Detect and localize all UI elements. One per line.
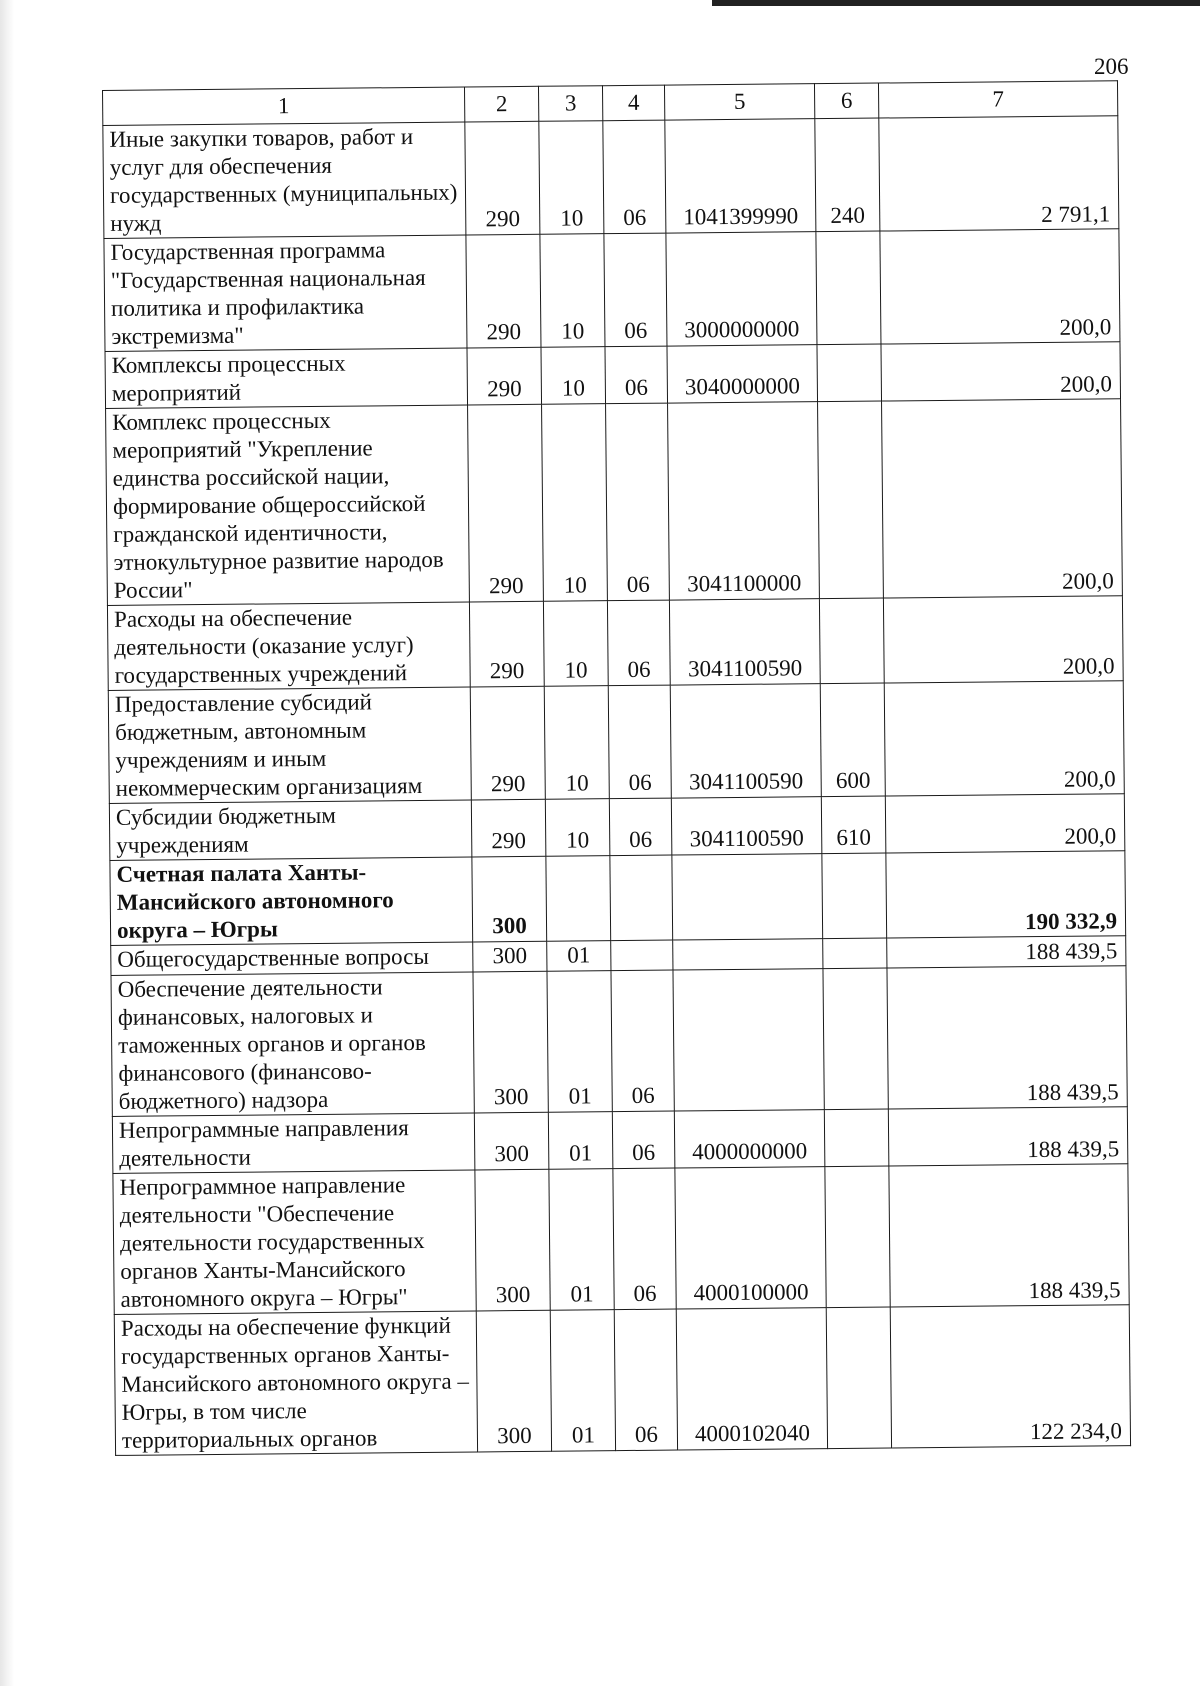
code-cell: 290 [465,121,540,235]
amount-cell: 200,0 [881,342,1121,401]
expense-type-cell [817,344,882,402]
amount-cell: 188 439,5 [887,936,1126,968]
column-header: 4 [602,85,664,121]
table-row [103,116,1119,239]
subsection-cell: 06 [612,1111,675,1169]
subsection-cell [611,940,673,971]
target-article-cell [673,939,823,970]
code-cell: 290 [470,686,545,800]
subsection-cell: 06 [606,403,670,601]
budget-table [102,80,1131,1456]
table-row [108,681,1124,804]
expense-type-cell [823,968,888,1110]
subsection-cell [610,855,673,941]
target-article-cell: 3041100590 [670,684,821,798]
subsection-cell: 06 [613,1168,676,1310]
target-article-cell [672,854,823,940]
row-name-cell: Комплекс процессных мероприятий "Укрепление единства российской нации, формирование общероссийской гражданской идентичности, этнокультурное развитие народов России" [106,405,470,605]
code-cell: 290 [468,404,544,602]
subsection-cell: 06 [604,233,667,347]
subsection-cell: 06 [611,970,674,1112]
target-article-cell: 4000102040 [676,1308,827,1450]
code-cell: 290 [469,601,544,687]
page-number: 206 [1094,54,1129,79]
row-name-cell: Расходы на обеспечение функций государственных органов Ханты-Мансийского автономного округа – Югры, в том числе территориальных органов [114,1311,477,1455]
table-row [106,399,1123,606]
code-cell: 300 [476,1310,551,1452]
row-name-cell: Субсидии бюджетным учреждениям [109,800,472,860]
expense-type-cell: 240 [815,118,880,232]
section-cell: 10 [543,601,608,687]
table-row [114,1305,1130,1456]
table-row [105,342,1121,409]
section-cell: 10 [545,799,610,857]
expense-type-cell [816,231,881,345]
target-article-cell: 3040000000 [667,345,818,403]
section-cell: 01 [548,1112,613,1170]
row-name-cell: Обеспечение деятельности финансовых, налоговых и таможенных органов и органов финансового (финансово-бюджетного) надзора [111,972,474,1116]
section-cell: 10 [544,686,609,800]
row-name-cell: Общегосударственные вопросы [111,942,473,975]
top-rule-line [712,0,1200,6]
expense-type-cell: 610 [821,796,886,854]
code-cell: 290 [467,347,542,405]
subsection-cell: 06 [603,120,666,234]
target-article-cell: 1041399990 [665,119,816,233]
amount-cell: 200,0 [883,596,1123,683]
scan-edge-shadow [0,0,14,1686]
target-article-cell: 3041100590 [669,599,820,685]
amount-cell: 188 439,5 [888,1107,1128,1166]
code-cell: 300 [472,856,547,942]
table-row [113,1164,1129,1315]
table-row [110,851,1126,946]
section-cell: 01 [547,971,612,1113]
column-header: 3 [538,86,602,122]
column-header: 5 [664,84,814,120]
budget-table-body [103,81,1131,1456]
code-cell: 300 [474,1112,549,1170]
code-cell: 290 [466,234,541,348]
section-cell: 01 [547,941,611,972]
column-header: 1 [103,87,465,125]
expense-type-cell [826,1307,891,1449]
column-header: 2 [464,86,538,122]
subsection-cell: 06 [609,798,672,856]
row-name-cell: Иные закупки товаров, работ и услуг для обеспечения государственных (муниципальных) нужд [103,122,466,238]
amount-cell: 122 234,0 [890,1305,1130,1448]
expense-type-cell [823,938,887,969]
row-name-cell: Комплексы процессных мероприятий [105,348,468,408]
expense-type-cell [825,1166,890,1308]
section-cell [546,856,611,942]
expense-type-cell: 600 [820,683,885,797]
section-cell: 10 [540,234,605,348]
subsection-cell: 06 [605,346,668,404]
subsection-cell: 06 [614,1309,677,1451]
column-header: 7 [878,81,1117,118]
expense-type-cell [818,401,884,599]
row-name-cell: Предоставление субсидий бюджетным, автономным учреждениям и иным некоммерческим организациям [108,687,471,803]
row-name-cell: Расходы на обеспечение деятельности (оказание услуг) государственных учреждений [107,602,470,690]
table-row [111,966,1127,1117]
amount-cell: 2 791,1 [879,116,1119,231]
row-name-cell: Государственная программа "Государственная национальная политика и профилактика экстремизма" [104,235,467,351]
amount-cell: 200,0 [885,794,1125,853]
code-cell: 300 [475,1169,550,1311]
section-cell: 10 [542,404,608,602]
amount-cell: 200,0 [884,681,1124,796]
amount-cell: 188 439,5 [889,1164,1129,1307]
expense-type-cell [822,853,887,939]
section-cell: 10 [539,121,604,235]
subsection-cell: 06 [607,600,670,686]
table-row [107,596,1123,691]
row-name-cell: Счетная палата Ханты-Мансийского автономного округа – Югры [110,857,473,945]
section-cell: 01 [550,1310,615,1452]
table-row [112,1107,1128,1174]
column-header: 6 [814,83,878,119]
section-cell: 10 [541,347,606,405]
code-cell: 300 [473,941,547,972]
code-cell: 300 [473,971,548,1113]
section-cell: 01 [549,1169,614,1311]
target-article-cell [673,969,824,1111]
row-name-cell: Непрограммное направление деятельности "Обеспечение деятельности государственных органов Ханты-Мансийского автономного округа – Югры" [113,1170,476,1314]
table-row [109,794,1125,861]
target-article-cell: 4000000000 [674,1110,825,1168]
target-article-cell: 4000100000 [675,1167,826,1309]
code-cell: 290 [471,799,546,857]
amount-cell: 188 439,5 [887,966,1127,1109]
amount-cell: 200,0 [882,399,1123,598]
amount-cell: 190 332,9 [886,851,1126,938]
target-article-cell: 3041100590 [671,797,822,855]
row-name-cell: Непрограммные направления деятельности [112,1113,475,1173]
expense-type-cell [819,598,884,684]
target-article-cell: 3041100000 [668,402,820,600]
target-article-cell: 3000000000 [666,232,817,346]
table-row [104,229,1120,352]
subsection-cell: 06 [608,685,671,799]
expense-type-cell [824,1109,889,1167]
amount-cell: 200,0 [880,229,1120,344]
